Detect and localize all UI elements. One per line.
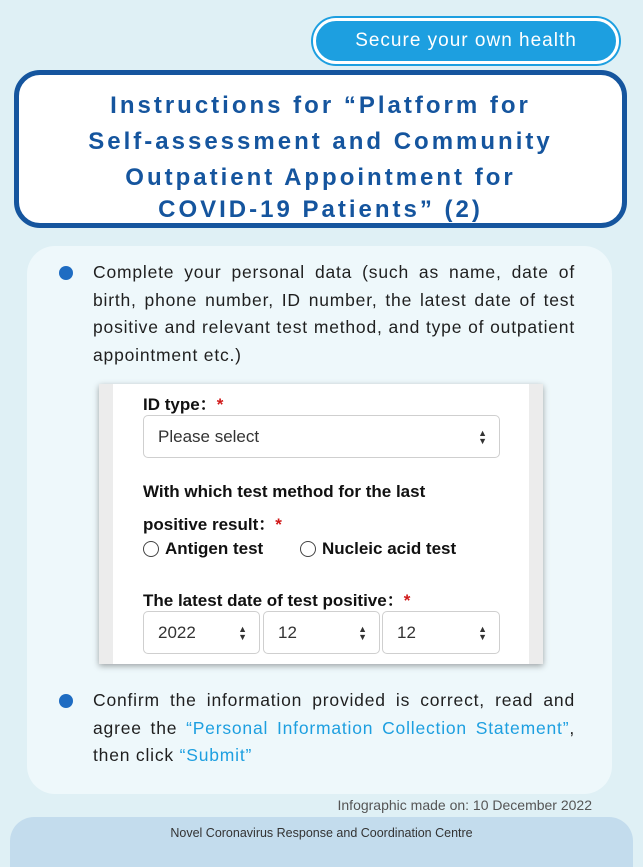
month-select[interactable]: [263, 611, 380, 654]
title-line-4: COVID-19 Patients” (2): [158, 196, 483, 223]
secure-health-badge: Secure your own health: [313, 18, 619, 64]
radio-antigen-label: Antigen test: [165, 539, 264, 558]
test-method-label-line-2: positive result：*: [143, 515, 282, 534]
latest-date-label: The latest date of test positive：*: [143, 591, 411, 610]
month-select-value: 12: [278, 622, 297, 642]
radio-antigen-test[interactable]: [143, 539, 263, 559]
page-title: [14, 70, 627, 228]
step-1-text: Complete your personal data (such as name, date of birth, phone number, ID number, the latest date of test positive and relevant test method, and type of outpatient appointment etc.): [93, 262, 575, 365]
radio-circle-icon[interactable]: [143, 541, 159, 557]
id-type-label: ID type：*: [143, 395, 224, 414]
organisation-name: Novel Coronavirus Response and Coordination Centre: [170, 826, 473, 840]
footer-bar: [10, 817, 633, 867]
required-asterisk: *: [275, 515, 282, 534]
radio-nucleic-label: Nucleic acid test: [322, 539, 457, 558]
step-2-text: Confirm the information provided is correct, read and agree the “Personal Information Collection Statement”, then click “Submit”: [93, 690, 575, 765]
title-line-2: Self-assessment and Community: [88, 128, 553, 155]
year-select-value: 2022: [158, 622, 196, 642]
infographic-date: Infographic made on: 10 December 2022: [337, 797, 592, 813]
up-down-arrow-icon: ▲ ▼: [478, 427, 487, 446]
pics-link[interactable]: “Personal Information Collection Statement”: [186, 717, 570, 738]
id-type-select[interactable]: [143, 415, 500, 458]
up-down-arrow-icon: ▲ ▼: [478, 623, 487, 642]
bullet-dot-icon: [59, 266, 73, 280]
bullet-dot-icon: [59, 694, 73, 708]
day-select-value: 12: [397, 622, 416, 642]
submit-reference: “Submit”: [179, 745, 253, 765]
title-line-1: Instructions for “Platform for: [110, 92, 531, 119]
title-line-3: Outpatient Appointment for: [125, 164, 516, 191]
required-asterisk: *: [216, 395, 224, 414]
up-down-arrow-icon: ▲ ▼: [238, 623, 247, 642]
day-select[interactable]: [382, 611, 500, 654]
year-select[interactable]: [143, 611, 260, 654]
test-method-label-line-1: With which test method for the last: [143, 482, 426, 501]
radio-circle-icon[interactable]: [300, 541, 316, 557]
id-type-select-value: Please select: [158, 426, 260, 446]
radio-nucleic-acid-test[interactable]: [300, 539, 456, 559]
required-asterisk: *: [403, 591, 411, 610]
up-down-arrow-icon: ▲ ▼: [358, 623, 367, 642]
